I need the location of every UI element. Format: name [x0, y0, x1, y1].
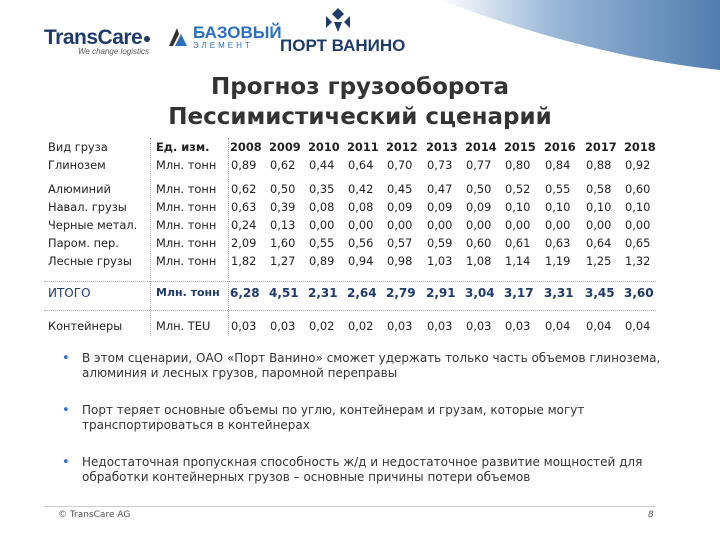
value-cell: 0,62 — [270, 158, 296, 172]
cargo-type: Паром. пер. — [48, 236, 119, 250]
value-cell: 0,77 — [466, 158, 492, 172]
value-cell: 0,63 — [545, 236, 571, 250]
value-cell: 1,03 — [427, 254, 453, 268]
value-cell: 0,64 — [586, 236, 612, 250]
bazovy-line2: ЭЛЕМЕНТ — [193, 40, 253, 50]
value-cell: 0,00 — [625, 218, 651, 232]
value-cell: 6,28 — [230, 286, 260, 300]
value-cell: 0,03 — [387, 319, 413, 333]
value-cell: 0,02 — [348, 319, 374, 333]
footer-divider — [44, 506, 656, 507]
unit: Млн. TEU — [156, 319, 211, 333]
value-cell: 0,08 — [309, 200, 335, 214]
value-cell: 0,00 — [586, 218, 612, 232]
header-year: 2017 — [585, 140, 617, 154]
value-cell: 0,52 — [505, 182, 531, 196]
value-cell: 3,04 — [465, 286, 495, 300]
value-cell: 0,03 — [231, 319, 257, 333]
value-cell: 2,64 — [347, 286, 377, 300]
value-cell: 0,92 — [625, 158, 651, 172]
value-cell: 0,65 — [625, 236, 651, 250]
value-cell: 0,88 — [586, 158, 612, 172]
value-cell: 0,04 — [586, 319, 612, 333]
value-cell: 0,50 — [466, 182, 492, 196]
value-cell: 0,44 — [309, 158, 335, 172]
value-cell: 0,55 — [545, 182, 571, 196]
table-divider — [44, 310, 656, 311]
cargo-type: Глинозем — [48, 158, 106, 172]
value-cell: 0,03 — [466, 319, 492, 333]
value-cell: 1,14 — [505, 254, 531, 268]
value-cell: 0,00 — [348, 218, 374, 232]
table-row — [44, 218, 656, 234]
header-year: 2018 — [624, 140, 656, 154]
value-cell: 3,45 — [585, 286, 615, 300]
value-cell: 0,10 — [545, 200, 571, 214]
value-cell: 0,10 — [586, 200, 612, 214]
value-cell: 0,00 — [466, 218, 492, 232]
page-title — [0, 72, 720, 132]
value-cell: 1,19 — [545, 254, 571, 268]
bullet-dot-icon: • — [62, 351, 70, 366]
bullet-dot-icon: • — [62, 403, 70, 418]
value-cell: 0,63 — [231, 200, 257, 214]
table-row — [44, 182, 656, 198]
value-cell: 0,10 — [505, 200, 531, 214]
value-cell: 0,47 — [427, 182, 453, 196]
table-row — [44, 236, 656, 252]
unit: Млн. тонн — [156, 286, 220, 299]
value-cell: 0,55 — [309, 236, 335, 250]
value-cell: 0,70 — [387, 158, 413, 172]
value-cell: 0,13 — [270, 218, 296, 232]
header-year: 2010 — [308, 140, 340, 154]
value-cell: 2,09 — [231, 236, 257, 250]
value-cell: 0,89 — [309, 254, 335, 268]
title-line2: Пессимистический сценарий — [168, 104, 552, 130]
value-cell: 0,42 — [348, 182, 374, 196]
value-cell: 0,09 — [427, 200, 453, 214]
bazovy-mark-icon — [165, 24, 189, 50]
unit: Млн. тонн — [156, 158, 217, 172]
value-cell: 0,61 — [505, 236, 531, 250]
containers-row — [44, 319, 656, 335]
unit: Млн. тонн — [156, 200, 217, 214]
bullet-text: Порт теряет основные объемы по углю, контейнерам и грузам, которые могут транспортироваться в контейнерах — [82, 403, 585, 432]
header-year: 2012 — [386, 140, 418, 154]
cargo-type: ИТОГО — [48, 286, 91, 300]
page-number: 8 — [648, 510, 654, 520]
table-header-row — [44, 140, 656, 156]
value-cell: 3,60 — [624, 286, 654, 300]
table-row — [44, 200, 656, 216]
unit: Млн. тонн — [156, 254, 217, 268]
cargo-type: Черные метал. — [48, 218, 138, 232]
value-cell: 0,60 — [466, 236, 492, 250]
bullet-dot-icon: • — [62, 455, 70, 470]
unit: Млн. тонн — [156, 182, 217, 196]
value-cell: 0,04 — [545, 319, 571, 333]
value-cell: 0,35 — [309, 182, 335, 196]
value-cell: 3,17 — [504, 286, 534, 300]
cargo-type: Навал. грузы — [48, 200, 127, 214]
bazovy-line1: БАЗОВЫЙ — [193, 22, 282, 42]
transcare-logo — [44, 26, 150, 56]
value-cell: 0,08 — [348, 200, 374, 214]
value-cell: 0,58 — [586, 182, 612, 196]
value-cell: 0,09 — [466, 200, 492, 214]
unit: Млн. тонн — [156, 236, 217, 250]
value-cell: 2,31 — [308, 286, 338, 300]
table-row — [44, 158, 656, 174]
title-line1: Прогноз грузооборота — [210, 74, 509, 100]
value-cell: 0,64 — [348, 158, 374, 172]
value-cell: 4,51 — [269, 286, 299, 300]
footer-copyright: © TransCare AG — [58, 510, 131, 520]
value-cell: 1,32 — [625, 254, 651, 268]
value-cell: 0,03 — [427, 319, 453, 333]
header-year: 2008 — [230, 140, 262, 154]
value-cell: 0,00 — [505, 218, 531, 232]
value-cell: 3,31 — [544, 286, 574, 300]
table-row — [44, 254, 656, 270]
cargo-type: Алюминий — [48, 182, 111, 196]
value-cell: 0,89 — [231, 158, 257, 172]
value-cell: 0,59 — [427, 236, 453, 250]
header-unit: Ед. изм. — [156, 140, 210, 154]
value-cell: 1,60 — [270, 236, 296, 250]
header-year: 2011 — [347, 140, 379, 154]
value-cell: 0,73 — [427, 158, 453, 172]
value-cell: 0,04 — [625, 319, 651, 333]
value-cell: 2,79 — [386, 286, 416, 300]
value-cell: 0,57 — [387, 236, 413, 250]
bullet-item — [62, 351, 662, 381]
value-cell: 0,00 — [309, 218, 335, 232]
value-cell: 1,82 — [231, 254, 257, 268]
total-row — [44, 286, 656, 302]
value-cell: 0,60 — [625, 182, 651, 196]
bazovy-element-logo — [165, 24, 282, 50]
port-name: ПОРТ ВАНИНО — [280, 36, 406, 55]
bullet-text: В этом сценарии, ОАО «Порт Ванино» сможет удержать только часть объемов глинозема, алюминия и лесных грузов, паромной переправы — [82, 351, 661, 380]
value-cell: 1,25 — [586, 254, 612, 268]
bullet-text: Недостаточная пропускная способность ж/д и недостаточное развитие мощностей для обработки контейнерных грузов – основные причины потери объемов — [82, 455, 643, 484]
transcare-tagline: We change logistics — [78, 47, 149, 56]
header-cargo-type: Вид груза — [48, 140, 108, 154]
value-cell: 0,56 — [348, 236, 374, 250]
value-cell: 0,45 — [387, 182, 413, 196]
bullet-item — [62, 403, 662, 433]
value-cell: 0,94 — [348, 254, 374, 268]
bullet-item — [62, 455, 662, 485]
value-cell: 0,00 — [387, 218, 413, 232]
value-cell: 0,62 — [231, 182, 257, 196]
value-cell: 0,02 — [309, 319, 335, 333]
value-cell: 0,50 — [270, 182, 296, 196]
header-year: 2009 — [269, 140, 301, 154]
transcare-name: TransCare — [44, 26, 143, 49]
value-cell: 0,03 — [505, 319, 531, 333]
value-cell: 0,24 — [231, 218, 257, 232]
table-divider — [44, 281, 656, 282]
port-vanino-logo — [280, 6, 406, 58]
transcare-dot-icon — [144, 36, 150, 42]
port-emblem-icon — [322, 6, 354, 34]
header-year: 2016 — [544, 140, 576, 154]
value-cell: 0,09 — [387, 200, 413, 214]
cargo-type: Лесные грузы — [48, 254, 132, 268]
value-cell: 0,03 — [270, 319, 296, 333]
value-cell: 0,10 — [625, 200, 651, 214]
value-cell: 0,84 — [545, 158, 571, 172]
value-cell: 1,08 — [466, 254, 492, 268]
value-cell: 1,27 — [270, 254, 296, 268]
value-cell: 0,98 — [387, 254, 413, 268]
value-cell: 0,00 — [427, 218, 453, 232]
header-year: 2013 — [426, 140, 458, 154]
value-cell: 0,00 — [545, 218, 571, 232]
unit: Млн. тонн — [156, 218, 217, 232]
value-cell: 2,91 — [426, 286, 456, 300]
header-year: 2015 — [504, 140, 536, 154]
value-cell: 0,39 — [270, 200, 296, 214]
cargo-type: Контейнеры — [48, 319, 123, 333]
value-cell: 0,80 — [505, 158, 531, 172]
header-year: 2014 — [465, 140, 497, 154]
